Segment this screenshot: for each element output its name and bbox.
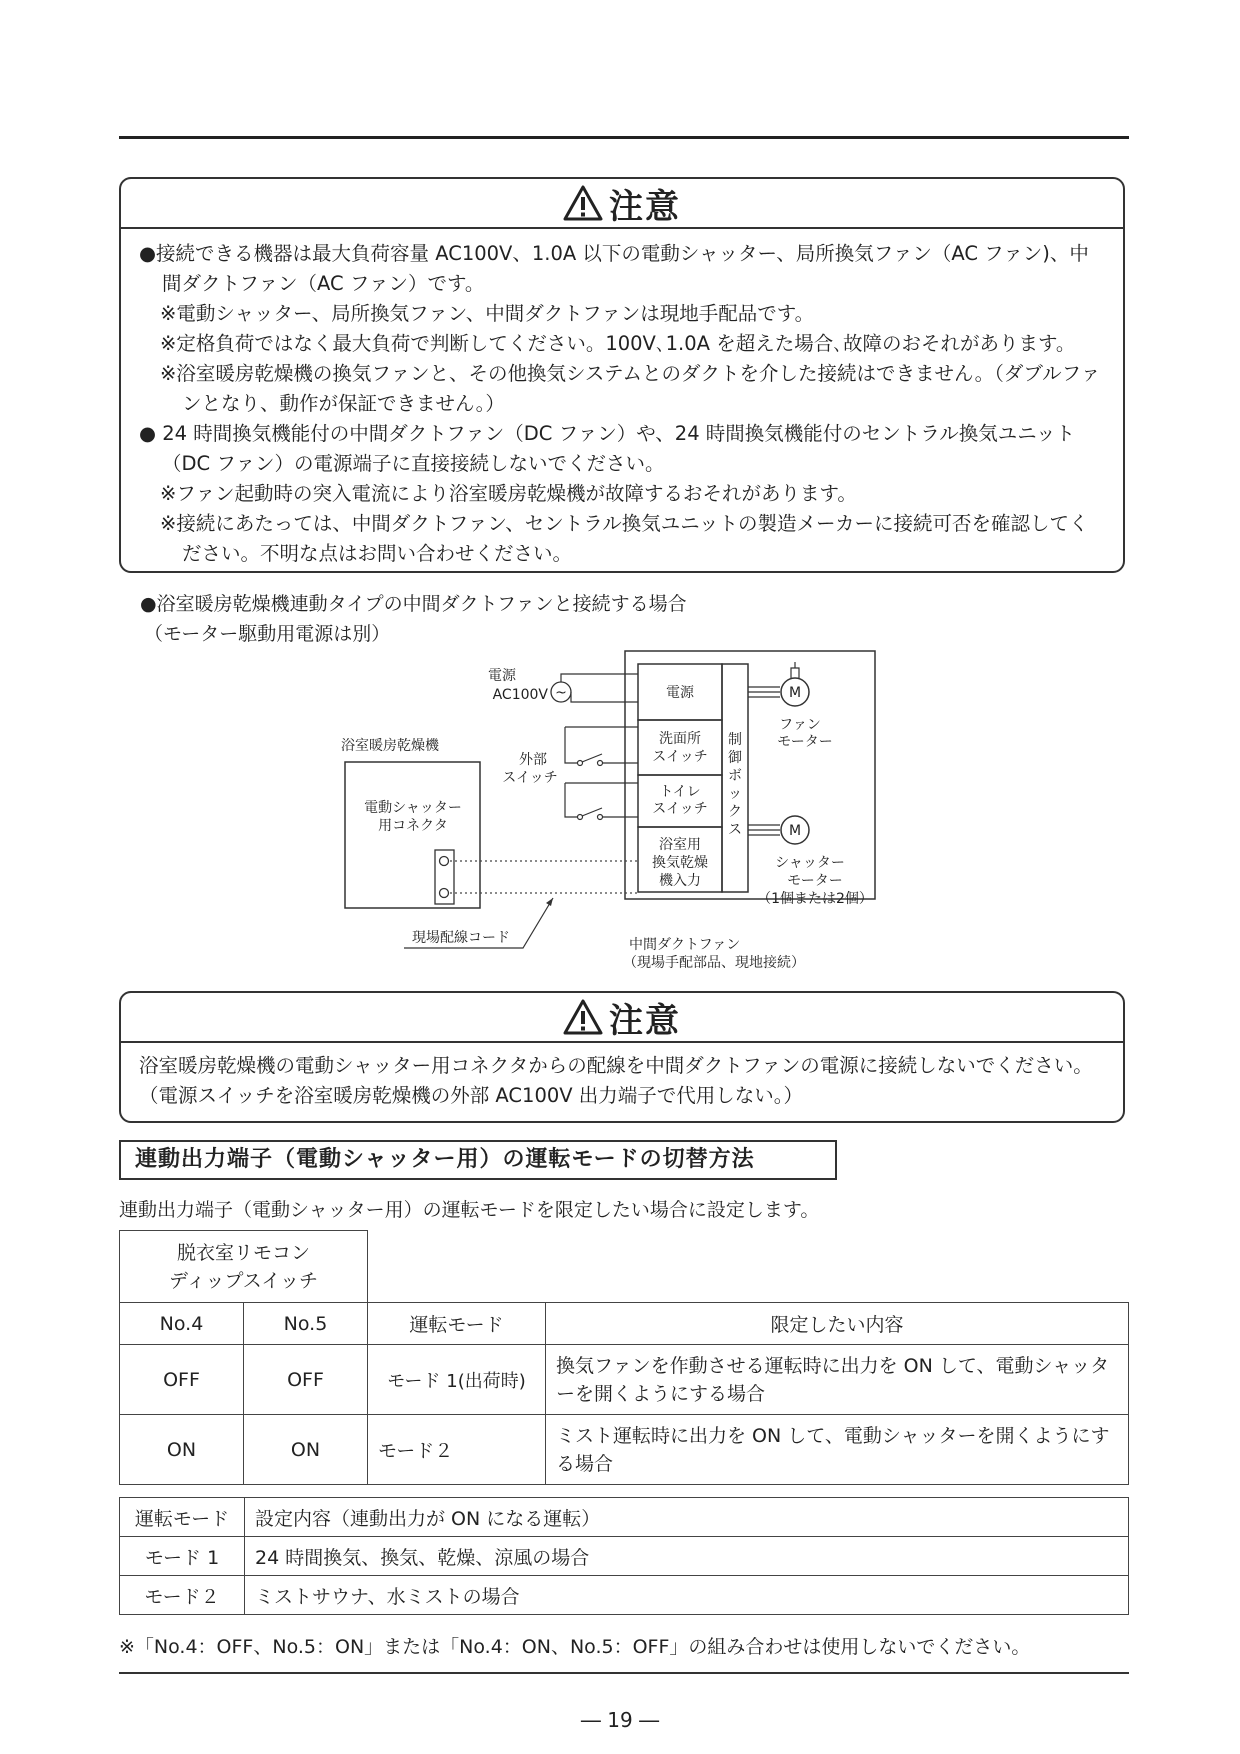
fan-motor-label: モーター <box>777 734 833 750</box>
duct-fan-label: 中間ダクトファン <box>629 937 741 953</box>
box-power-label: 電源 <box>666 685 694 701</box>
wiring-diagram <box>340 640 900 980</box>
caution-box-2 <box>119 991 1125 1123</box>
diagram-bullet: ●浴室暖房乾燥機連動タイプの中間ダクトファンと接続する場合 <box>140 593 687 615</box>
table-cell: OFF <box>244 1345 368 1415</box>
caution-text: 浴室暖房乾燥機の電動シャッター用コネクタからの配線を中間ダクトファンの電源に接続しないでください。（電源スイッチを浴室暖房乾燥機の外部 AC100V 出力端子で代用しない。） <box>139 1054 1093 1107</box>
toilet-wires <box>565 783 638 817</box>
table-cell: モード２ <box>120 1576 245 1615</box>
dryer-label: 浴室暖房乾燥機 <box>341 738 439 754</box>
table-cell: 24 時間換気、換気、乾燥、涼風の場合 <box>245 1537 1129 1576</box>
box-washroom-label: スイッチ <box>652 749 708 765</box>
box-toilet-label: スイッチ <box>652 801 708 817</box>
caution-header <box>121 993 1123 1043</box>
table-row <box>120 1231 1129 1303</box>
box-bath-label: 浴室用 <box>659 837 701 853</box>
caution-bullet: ●接続できる機器は最大負荷容量 AC100V、1.0A 以下の電動シャッター、局所換気ファン（AC ファン)、中間ダクトファン（AC ファン）です。 <box>139 242 1089 295</box>
control-box-char: 御 <box>728 750 742 766</box>
table-header-row <box>120 1498 1129 1537</box>
power-wires <box>561 674 638 702</box>
caution-body <box>121 229 1123 579</box>
caution-note: ※接続にあたっては、中間ダクトファン、セントラル換気ユニットの製造メーカーに接続可否を確認してください。不明な点はお問い合わせください。 <box>160 512 1089 565</box>
box-bath-label: 機入力 <box>659 873 701 889</box>
motor-symbol: M <box>788 823 802 839</box>
table-cell: モード 1(出荷時) <box>368 1345 546 1415</box>
motor-symbol: M <box>788 685 802 701</box>
caution-title: 注意 <box>609 186 681 227</box>
control-box-char: ボ <box>728 768 742 784</box>
control-box-char: ス <box>728 822 742 838</box>
table-cell: 換気ファンを作動させる運転時に出力を ON して、電動シャッターを開くようにする場合 <box>546 1345 1129 1415</box>
washroom-wires <box>565 727 638 763</box>
dryer-box <box>345 762 480 908</box>
box-toilet-label: トイレ <box>659 784 701 800</box>
cord-label: 現場配線コード <box>412 930 510 946</box>
caution-body <box>121 1043 1123 1121</box>
caution-bullet: ● 24 時間換気機能付の中間ダクトファン（DC ファン）や、24 時間換気機能付のセントラル換気ユニット（DC ファン）の電源端子に直接接続しないでください。 <box>139 422 1075 475</box>
warning-icon <box>563 998 603 1036</box>
connector-label: 用コネクタ <box>378 818 448 834</box>
table-cell: モード 1 <box>120 1537 245 1576</box>
group-header-line: 脱衣室リモコン <box>176 1241 310 1264</box>
table-cell: ON <box>244 1415 368 1485</box>
control-box-char: ッ <box>728 786 742 802</box>
shutter-motor-label: シャッター <box>775 855 845 871</box>
caution-note: ※定格負荷ではなく最大負荷で判断してください。100V､1.0A を超えた場合､故障のおそれがあります。 <box>160 332 1076 355</box>
table-empty-cell <box>368 1231 1129 1303</box>
caution-header <box>121 179 1123 229</box>
power-label: 電源 <box>488 668 516 684</box>
table-cell: モード２ <box>368 1415 546 1485</box>
duct-fan-label: （現場手配部品、現地接続） <box>623 955 805 971</box>
table-row <box>120 1345 1129 1415</box>
table-cell: OFF <box>120 1345 244 1415</box>
table-header: 限定したい内容 <box>546 1303 1129 1345</box>
box-bath-label: 換気乾燥 <box>652 855 708 871</box>
footnote: ※「No.4：OFF、No.5：ON」または「No.4：ON、No.5：OFF」の組み合わせは使用しないでください。 <box>119 1636 1031 1658</box>
caution-note: ※電動シャッター、局所換気ファン、中間ダクトファンは現地手配品です。 <box>160 302 815 325</box>
table-header: 運転モード <box>368 1303 546 1345</box>
table-row <box>120 1537 1129 1576</box>
table-header: 運転モード <box>120 1498 245 1537</box>
connector-pin <box>440 889 449 898</box>
switch-contact <box>598 815 603 820</box>
table-cell: ミスト運転時に出力を ON して、電動シャッターを開くようにする場合 <box>546 1415 1129 1485</box>
power-voltage: AC100V <box>492 687 548 703</box>
fan-motor-label: ファン <box>779 717 821 733</box>
section-intro: 連動出力端子（電動シャッター用）の運転モードを限定したい場合に設定します。 <box>119 1199 820 1221</box>
shutter-motor-label: （1個または2個） <box>757 891 873 907</box>
top-rule <box>119 136 1129 139</box>
table-cell: ON <box>120 1415 244 1485</box>
table-header: No.4 <box>120 1303 244 1345</box>
page-number: ― 19 ― <box>580 1708 660 1732</box>
switch-contact <box>598 761 603 766</box>
caution-box-1 <box>119 177 1125 573</box>
diagram-sub: （モーター駆動用電源は別） <box>144 623 391 645</box>
table-header: 設定内容（連動出力が ON になる運転） <box>245 1498 1129 1537</box>
group-header-line: ディップスイッチ <box>169 1269 318 1292</box>
table-header-row <box>120 1303 1129 1345</box>
control-box-char: ク <box>728 804 742 820</box>
ext-switch-label: 外部 <box>519 752 547 768</box>
switch-contact <box>578 761 583 766</box>
terminal-washroom <box>638 720 722 775</box>
shutter-motor-label: モーター <box>787 873 843 889</box>
table-row <box>120 1415 1129 1485</box>
ext-switch-label: スイッチ <box>502 770 558 786</box>
warning-icon <box>563 184 603 222</box>
caution-note: ※ファン起動時の突入電流により浴室暖房乾燥機が故障するおそれがあります。 <box>160 482 857 505</box>
section-heading: 連動出力端子（電動シャッター用）の運転モードの切替方法 <box>119 1140 837 1180</box>
leader-arrowhead <box>546 898 553 906</box>
caution-note: ※浴室暖房乾燥機の換気ファンと、その他換気システムとのダクトを介した接続はできません。（ダブルファンとなり、動作が保証できません。） <box>160 362 1101 415</box>
switch-contact <box>578 815 583 820</box>
connector-label: 電動シャッター <box>364 800 462 816</box>
control-box-char: 制 <box>728 732 742 748</box>
box-washroom-label: 洗面所 <box>659 731 701 747</box>
bottom-rule <box>119 1672 1129 1674</box>
ac-symbol: ~ <box>555 685 567 701</box>
mode-table <box>119 1497 1129 1615</box>
table-group-header <box>120 1231 368 1303</box>
table-cell: ミストサウナ、水ミストの場合 <box>245 1576 1129 1615</box>
table-row <box>120 1576 1129 1615</box>
table-header: No.5 <box>244 1303 368 1345</box>
connector-pin <box>440 857 449 866</box>
caution-title: 注意 <box>609 1000 681 1041</box>
dip-switch-table <box>119 1230 1129 1485</box>
